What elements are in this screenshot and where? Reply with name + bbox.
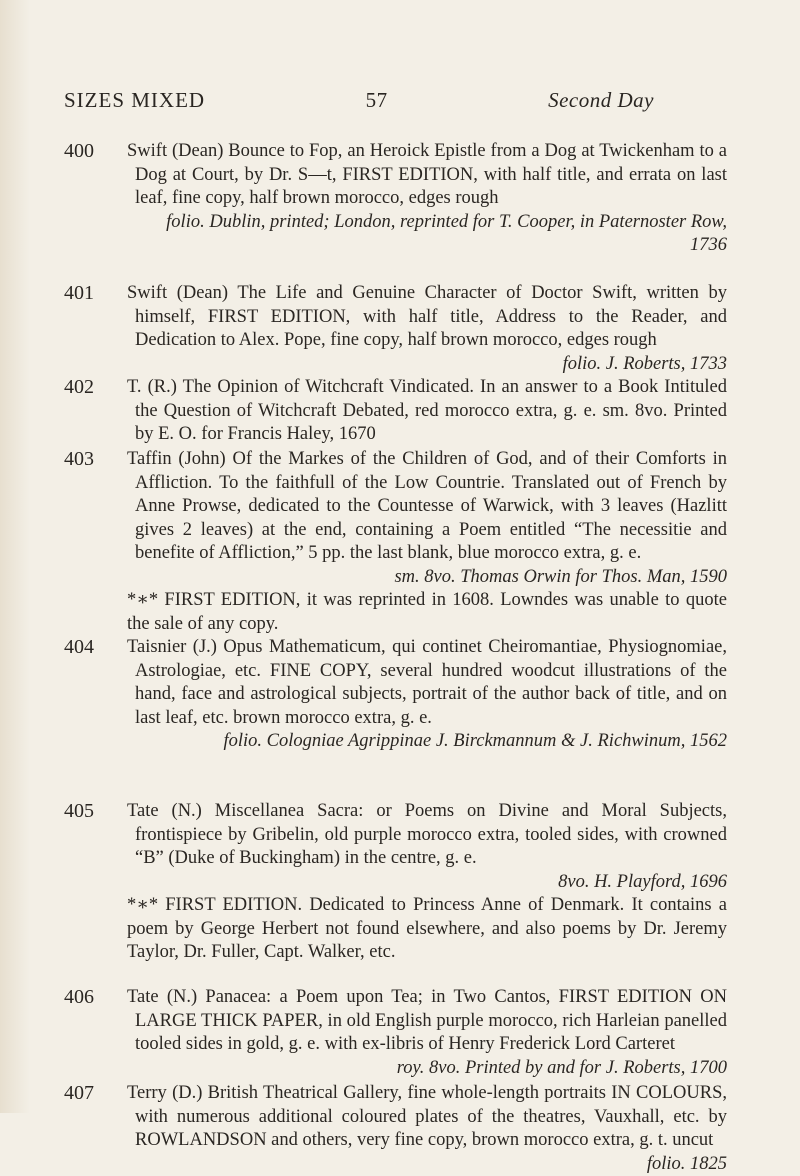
lot-number: 404	[64, 636, 114, 660]
lot-number: 405	[64, 800, 114, 824]
entry-description: Terry (D.) British Theatrical Gallery, fine whole-length portraits IN COLOURS, with numerous additional coloured plates of the theatres, Vauxhall, etc. by ROWLANDSON and others, very fine copy, brown morocco extra, g. t. uncut	[127, 1082, 727, 1153]
lot-number: 403	[64, 448, 114, 472]
header-section-title: SIZES MIXED	[64, 88, 205, 113]
catalogue-entry	[64, 140, 727, 258]
lot-number: 400	[64, 140, 114, 164]
running-header	[64, 88, 654, 113]
entry-description: Tate (N.) Panacea: a Poem upon Tea; in Two Cantos, FIRST EDITION ON LARGE THICK PAPER, in old English purple morocco, rich Harleian panelled tooled sides in gold, g. e. with ex-libris of Henry Frederick Lord Carteret	[127, 986, 727, 1057]
catalogue-entry	[64, 448, 727, 636]
entry-description: Swift (Dean) Bounce to Fop, an Heroick Epistle from a Dog at Twickenham to a Dog at Court, by Dr. S—t, FIRST EDITION, with half title, and errata on last leaf, fine copy, half brown morocco, edges rough	[127, 140, 727, 211]
page-edge	[0, 0, 30, 1113]
catalogue-entry	[64, 376, 727, 447]
entry-description: Swift (Dean) The Life and Genuine Character of Doctor Swift, written by himself, FIRST EDITION, with half title, Address to the Reader, and Dedication to Alex. Pope, fine copy, half brown morocco, edges rough	[127, 282, 727, 353]
header-day: Second Day	[548, 88, 654, 113]
catalogue-entry	[64, 282, 727, 376]
entry-description: Taisnier (J.) Opus Mathematicum, qui continet Cheiromantiae, Physiognomiae, Astrologiae, etc. FINE COPY, several hundred woodcut illustrations of the hand, face and astrological subjects, portrait of the author back of title, and on last leaf, etc. brown morocco extra, g. e.	[127, 636, 727, 730]
lot-number: 401	[64, 282, 114, 306]
lot-number: 407	[64, 1082, 114, 1106]
entry-imprint: folio. Cologniae Agrippinae J. Birckmannum & J. Richwinum, 1562	[127, 730, 727, 754]
entry-description: T. (R.) The Opinion of Witchcraft Vindicated. In an answer to a Book Intituled the Question of Witchcraft Debated, red morocco extra, g. e. sm. 8vo. Printed by E. O. for Francis Haley, 1670	[127, 376, 727, 447]
entry-description: Taffin (John) Of the Markes of the Children of God, and of their Comforts in Affliction. To the faithfull of the Low Countrie. Translated out of French by Anne Prowse, dedicated to the Countesse of Warwick, with 3 leaves (Hazlitt gives 2 leaves) at the end, containing a Poem entitled “The necessitie and benefite of Affliction,” 5 pp. the last blank, blue morocco extra, g. e.	[127, 448, 727, 566]
lot-number: 406	[64, 986, 114, 1010]
entry-note: *∗* FIRST EDITION. Dedicated to Princess Anne of Denmark. It contains a poem by George Herbert not found elsewhere, and also poems by Dr. Jeremy Taylor, Dr. Fuller, Capt. Walker, etc.	[127, 894, 727, 965]
entry-imprint: folio. J. Roberts, 1733	[127, 353, 727, 377]
entry-imprint: folio. 1825	[127, 1153, 727, 1176]
catalogue-entry	[64, 800, 727, 965]
lot-number: 402	[64, 376, 114, 400]
catalogue-entry	[64, 986, 727, 1080]
entry-imprint: folio. Dublin, printed; London, reprinted for T. Cooper, in Paternoster Row, 1736	[127, 211, 727, 258]
entry-note: *∗* FIRST EDITION, it was reprinted in 1608. Lowndes was unable to quote the sale of any copy.	[127, 589, 727, 636]
entry-description: Tate (N.) Miscellanea Sacra: or Poems on Divine and Moral Subjects, frontispiece by Gribelin, old purple morocco extra, tooled sides, with crowned “B” (Duke of Buckingham) in the centre, g. e.	[127, 800, 727, 871]
catalogue-entry	[64, 636, 727, 754]
entry-imprint: sm. 8vo. Thomas Orwin for Thos. Man, 1590	[127, 566, 727, 590]
catalogue-entry	[64, 1082, 727, 1176]
page-number: 57	[366, 88, 388, 113]
entry-imprint: 8vo. H. Playford, 1696	[127, 871, 727, 895]
entry-imprint: roy. 8vo. Printed by and for J. Roberts, 1700	[127, 1057, 727, 1081]
